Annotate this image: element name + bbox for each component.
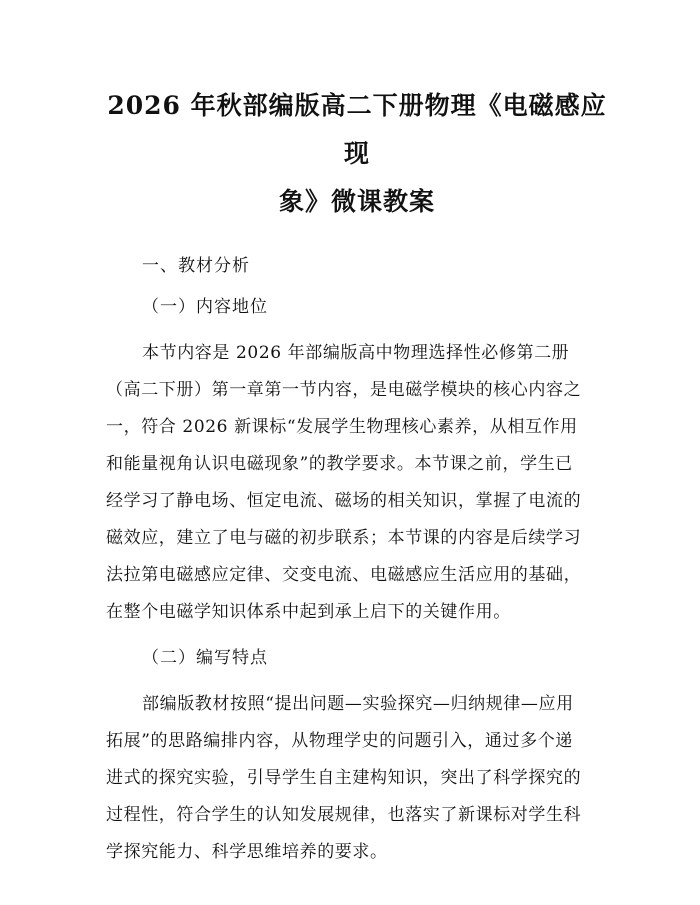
paragraph-line: （高二下册）第一章第一节内容，是电磁学模块的核心内容之	[106, 380, 582, 400]
title-line-2: 象》微课教案	[278, 187, 435, 216]
paragraph-line: 拓展”的思路编排内容，从物理学史的问题引入，通过多个递	[106, 731, 573, 751]
paragraph-content-position	[106, 335, 608, 631]
title-line-1: 2026 年秋部编版高二下册物理《电磁感应现	[107, 91, 607, 168]
paragraph-line: 进式的探究实验，引导学生自主建构知识，突出了科学探究的	[106, 768, 582, 788]
paragraph-line: 在整个电磁学知识体系中起到承上启下的关键作用。	[106, 602, 511, 622]
paragraph-line: 和能量视角认识电磁现象”的教学要求。本节课之前，学生已	[106, 454, 573, 474]
paragraph-line: 法拉第电磁感应定律、交变电流、电磁感应生活应用的基础，	[106, 565, 582, 585]
paragraph-line: 学探究能力、科学思维培养的要求。	[106, 842, 388, 862]
document-title	[106, 82, 608, 226]
paragraph-line: 磁效应，建立了电与磁的初步联系；本节课的内容是后续学习	[106, 528, 582, 548]
section-heading-textbook-analysis: 一、教材分析	[142, 256, 250, 276]
subsection-heading-content-position: （一）内容地位	[142, 297, 268, 317]
paragraph-line: 本节内容是 2026 年部编版高中物理选择性必修第二册	[142, 343, 570, 363]
paragraph-writing-features	[106, 686, 608, 871]
paragraph-line: 过程性，符合学生的认知发展规律，也落实了新课标对学生科	[106, 805, 582, 825]
subsection-heading-writing-features: （二）编写特点	[142, 648, 268, 668]
paragraph-line: 一，符合 2026 新课标“发展学生物理核心素养，从相互作用	[106, 417, 578, 437]
paragraph-line: 部编版教材按照“提出问题—实验探究—归纳规律—应用	[142, 694, 574, 714]
paragraph-line: 经学习了静电场、恒定电流、磁场的相关知识，掌握了电流的	[106, 491, 582, 511]
